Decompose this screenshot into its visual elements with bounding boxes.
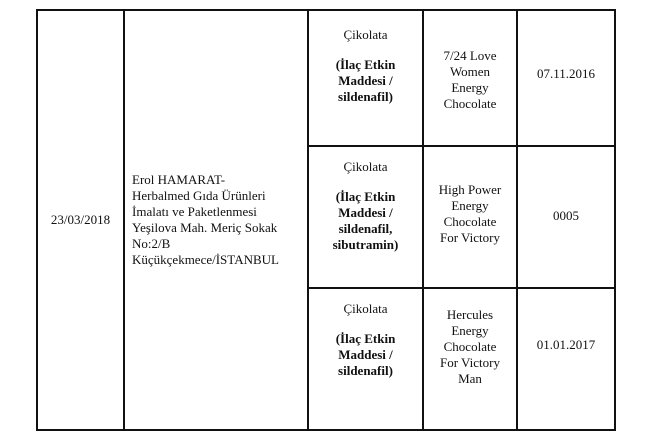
batch-cell <box>517 10 615 146</box>
product-name-line: 7/24 Love <box>443 48 497 63</box>
product-name-line: Energy <box>451 323 489 339</box>
company-line: Yeşilova Mah. Meriç Sokak <box>132 220 278 235</box>
active-substance-line: Maddesi / <box>338 204 393 220</box>
record-date: 23/03/2018 <box>50 212 111 227</box>
active-substance <box>309 331 422 379</box>
product-type-cell <box>308 10 423 146</box>
company-line: No:2/B <box>132 236 171 251</box>
batch-cell <box>517 146 615 289</box>
product-name-line: Chocolate <box>443 96 497 111</box>
product-name-line: Chocolate <box>443 339 497 355</box>
product-name-line: For Victory <box>439 355 500 371</box>
active-substance-line: (İlaç Etkin <box>335 188 396 204</box>
product-type-cell <box>308 288 423 430</box>
product-name-line: High Power <box>438 181 502 197</box>
batch-value: 01.01.2017 <box>536 337 596 353</box>
product-record-table <box>36 9 616 431</box>
product-name-line: Energy <box>451 80 489 95</box>
batch-value: 07.11.2016 <box>536 66 596 81</box>
product-name-line: Man <box>458 371 482 387</box>
product-name-line: Energy <box>451 197 489 213</box>
active-substance-line: sildenafil) <box>338 363 393 379</box>
product-name-cell <box>423 10 517 146</box>
table-row <box>37 10 615 146</box>
active-substance-line: sildenafil) <box>338 89 393 104</box>
date-cell <box>37 10 124 430</box>
product-name-cell <box>423 146 517 289</box>
company-line: İmalatı ve Paketlenmesi <box>132 204 257 219</box>
active-substance-line: Maddesi / <box>338 73 393 88</box>
product-name-cell <box>423 288 517 430</box>
product-name-line: Chocolate <box>443 213 497 229</box>
active-substance <box>309 57 422 105</box>
product-name-line: Hercules <box>446 307 494 323</box>
active-substance-line: sibutramin) <box>332 236 399 252</box>
product-type-cell <box>308 146 423 289</box>
company-line: Herbalmed Gıda Ürünleri <box>132 188 266 203</box>
company-line: Küçükçekmece/İSTANBUL <box>132 252 279 267</box>
batch-cell <box>517 288 615 430</box>
active-substance-line: (İlaç Etkin <box>335 331 396 347</box>
active-substance-line: Maddesi / <box>338 347 393 363</box>
product-type: Çikolata <box>343 301 388 317</box>
active-substance-line: (İlaç Etkin <box>335 57 396 72</box>
active-substance-line: sildenafil, <box>338 220 393 236</box>
product-type: Çikolata <box>343 27 388 42</box>
product-type: Çikolata <box>343 158 388 174</box>
company-line: Erol HAMARAT- <box>132 172 226 187</box>
batch-value: 0005 <box>553 207 579 223</box>
company-cell <box>124 10 308 430</box>
product-name-line: For Victory <box>439 229 500 245</box>
active-substance <box>309 189 422 253</box>
product-name-line: Women <box>449 64 491 79</box>
